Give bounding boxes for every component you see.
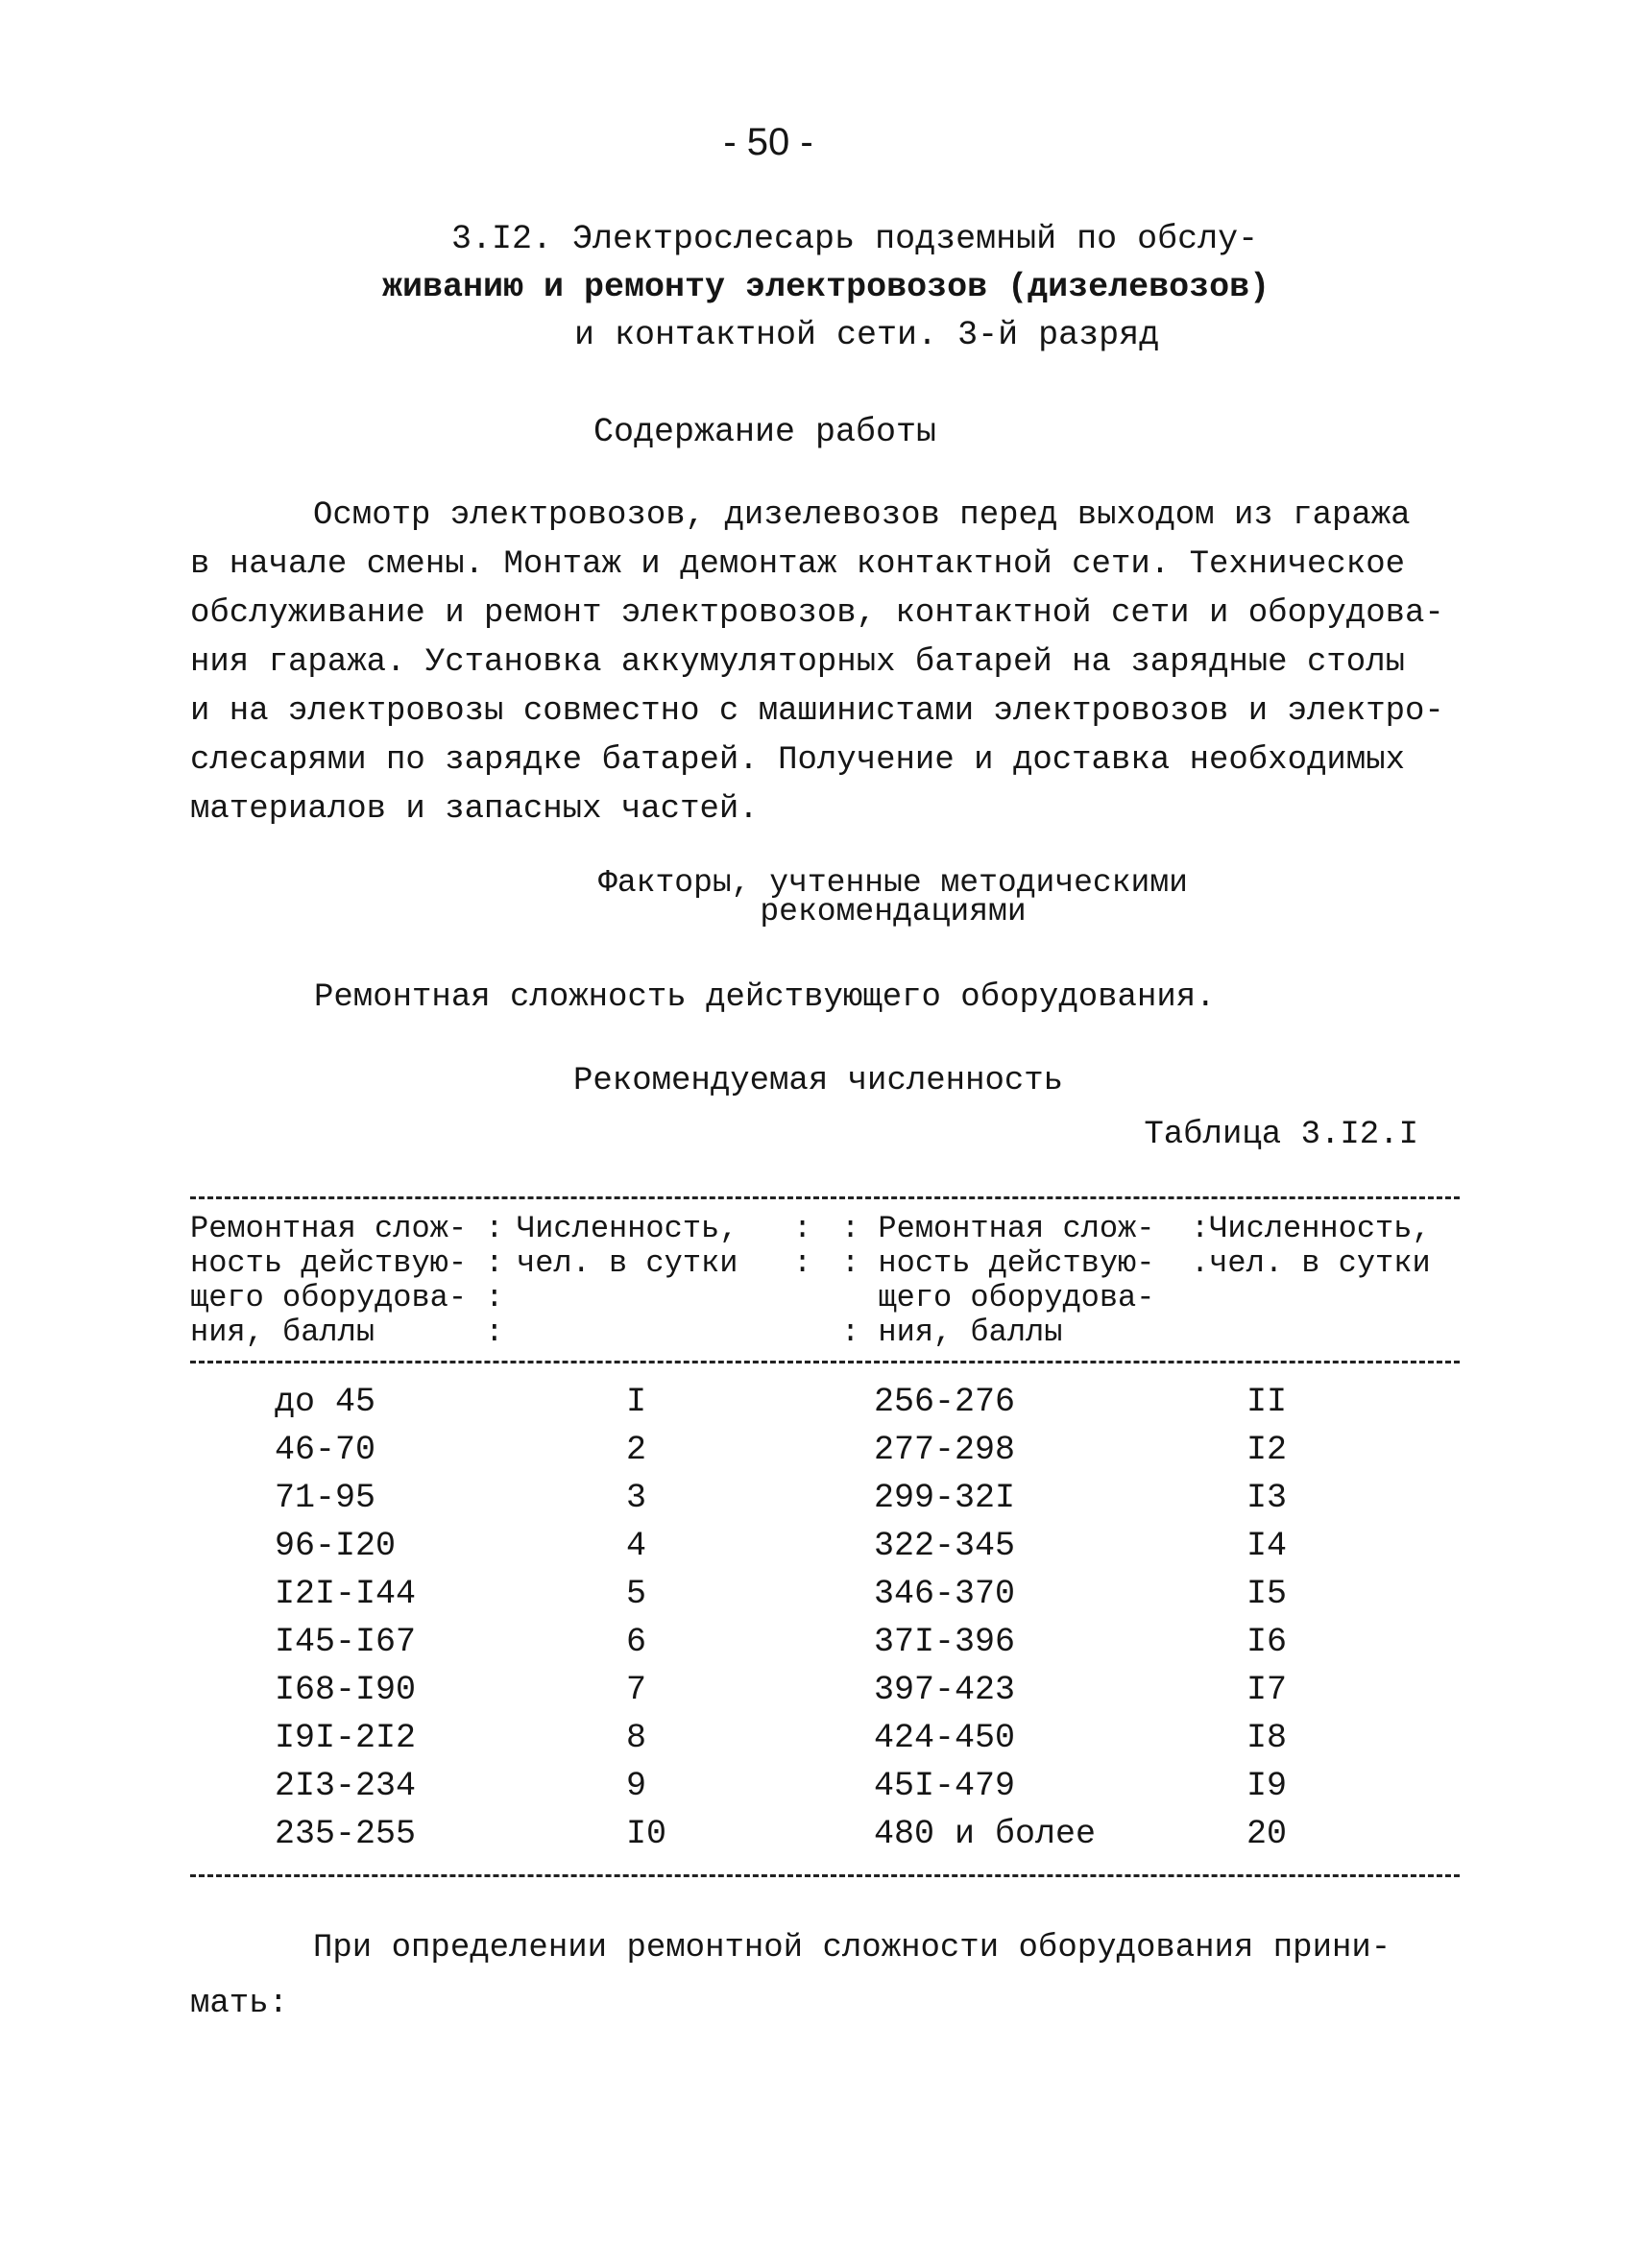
table-header-col-2: Численность, : чел. в сутки :: [517, 1211, 812, 1281]
table-row: [190, 1815, 1467, 1863]
table-cell: I68-I90: [275, 1671, 417, 1709]
footer-line: мать:: [190, 1986, 289, 2022]
content-line: слесарями по зарядке батарей. Получение и доставка необходимых: [190, 742, 1406, 779]
table-cell: 346-370: [874, 1575, 1016, 1613]
table-header-col-4: :Численность, .чел. в сутки: [1191, 1211, 1431, 1281]
content-line: ния гаража. Установка аккумуляторных батарей на зарядные столы: [190, 644, 1406, 681]
table-cell: I0: [626, 1815, 667, 1853]
content-line: Осмотр электровозов, дизелевозов перед выходом из гаража: [313, 497, 1411, 534]
table-cell: I6: [1246, 1623, 1288, 1661]
table-cell: 397-423: [874, 1671, 1016, 1709]
table-cell: 96-I20: [275, 1527, 397, 1565]
table-row: [190, 1767, 1467, 1815]
table-cell: I9: [1246, 1767, 1288, 1805]
table-cell: I5: [1246, 1575, 1288, 1613]
table-cell: II: [1246, 1383, 1288, 1421]
table-cell: 424-450: [874, 1719, 1016, 1757]
table-header-col-3: : Ремонтная слож- : ность действую- щего оборудова- : ния, баллы: [841, 1211, 1155, 1350]
table-label: Таблица 3.I2.I: [1144, 1117, 1418, 1153]
table-cell: 9: [626, 1767, 647, 1805]
table-header-col-1: Ремонтная слож- : ность действую- : щего оборудова- : ния, баллы :: [190, 1211, 504, 1350]
recommended-title: Рекомендуемая численность: [573, 1063, 1064, 1099]
factors-heading-line-1: Факторы, учтенные методическими: [598, 865, 1188, 901]
table-cell: 3: [626, 1479, 647, 1517]
table-cell: 37I-396: [874, 1623, 1016, 1661]
page-number: - 50 -: [723, 121, 813, 163]
table-cell: 46-70: [275, 1431, 376, 1469]
table-row: [190, 1575, 1467, 1623]
table-cell: 480 и более: [874, 1815, 1097, 1853]
table-cell: 235-255: [275, 1815, 417, 1853]
table-cell: I: [626, 1383, 647, 1421]
table-cell: I9I-2I2: [275, 1719, 417, 1757]
table-row: [190, 1431, 1467, 1479]
section-title-line-1: 3.I2. Электрослесарь подземный по обслу-: [451, 220, 1259, 258]
table-cell: I7: [1246, 1671, 1288, 1709]
factors-heading-line-2: рекомендациями: [760, 894, 1027, 929]
table-row: [190, 1383, 1467, 1431]
section-title-line-2: живанию и ремонту электровозов (дизелевозов): [382, 268, 1270, 306]
content-paragraph: [190, 492, 1496, 834]
table-cell: 6: [626, 1623, 647, 1661]
content-line: обслуживание и ремонт электровозов, контактной сети и оборудова-: [190, 595, 1444, 632]
table-cell: 20: [1246, 1815, 1288, 1853]
table-cell: I2: [1246, 1431, 1288, 1469]
table-cell: 2I3-234: [275, 1767, 417, 1805]
table-row: [190, 1719, 1467, 1767]
table-header-rule: [190, 1361, 1460, 1363]
table-row: [190, 1623, 1467, 1671]
table-cell: 299-32I: [874, 1479, 1016, 1517]
table-cell: до 45: [275, 1383, 376, 1421]
footer-paragraph: [190, 1920, 1496, 2032]
table-row: [190, 1479, 1467, 1527]
content-heading: Содержание работы: [593, 413, 937, 451]
factors-text: Ремонтная сложность действующего оборудования.: [314, 979, 1216, 1016]
section-title-line-3: и контактной сети. 3-й разряд: [574, 316, 1160, 354]
footer-line: При определении ремонтной сложности оборудования прини-: [313, 1930, 1391, 1966]
table-cell: I45-I67: [275, 1623, 417, 1661]
table-top-rule: [190, 1196, 1460, 1199]
table-cell: 7: [626, 1671, 647, 1709]
table-cell: 4: [626, 1527, 647, 1565]
content-line: материалов и запасных частей.: [190, 791, 759, 828]
table-cell: 71-95: [275, 1479, 376, 1517]
table-cell: 8: [626, 1719, 647, 1757]
content-line: и на электровозы совместно с машинистами электровозов и электро-: [190, 693, 1444, 730]
table-row: [190, 1527, 1467, 1575]
content-line: в начале смены. Монтаж и демонтаж контактной сети. Техническое: [190, 546, 1406, 583]
table-body: [190, 1383, 1467, 1863]
table-row: [190, 1671, 1467, 1719]
table-cell: I3: [1246, 1479, 1288, 1517]
table-cell: I2I-I44: [275, 1575, 417, 1613]
table-cell: I8: [1246, 1719, 1288, 1757]
factors-heading: [567, 865, 1220, 929]
table-cell: 277-298: [874, 1431, 1016, 1469]
table-cell: 45I-479: [874, 1767, 1016, 1805]
table-cell: 2: [626, 1431, 647, 1469]
table-cell: 5: [626, 1575, 647, 1613]
table-bottom-rule: [190, 1874, 1460, 1877]
table-cell: 256-276: [874, 1383, 1016, 1421]
table-cell: I4: [1246, 1527, 1288, 1565]
table-cell: 322-345: [874, 1527, 1016, 1565]
